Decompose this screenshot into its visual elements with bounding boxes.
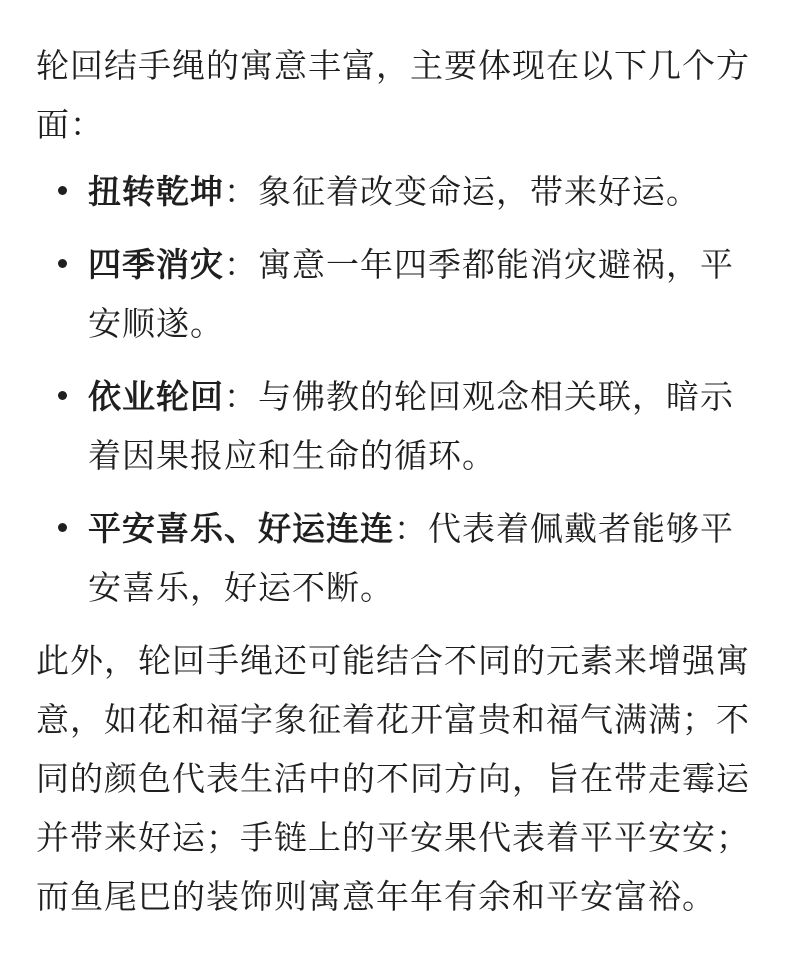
bullet-icon — [58, 523, 67, 532]
list-item-separator: ： — [224, 377, 258, 416]
list-item-term: 四季消灾 — [88, 245, 224, 284]
list-item-description: 与佛教的轮回观念相关联，暗示着因果报应和生命的循环。 — [88, 377, 734, 475]
list-item-separator: ： — [224, 172, 258, 211]
bullet-icon — [58, 391, 67, 400]
list-item-description: 代表着佩戴者能够平安喜乐，好运不断。 — [88, 509, 734, 607]
closing-paragraph: 此外，轮回手绳还可能结合不同的元素来增强寓意，如花和福字象征着花开富贵和福气满满；不同的颜色代表生活中的不同方向，旨在带走霉运并带来好运；手链上的平安果代表着平平安安；而鱼尾巴的装饰则寓意年年有余和平安富裕。 — [36, 641, 750, 916]
list-item-description: 寓意一年四季都能消灾避祸，平安顺遂。 — [88, 245, 734, 343]
list-item-separator: ： — [394, 509, 428, 548]
list-item-description: 象征着改变命运，带来好运。 — [258, 172, 700, 211]
list-item-term: 扭转乾坤 — [88, 172, 224, 211]
list-item-separator: ： — [224, 245, 258, 284]
list-item — [36, 162, 766, 221]
list-item-term: 依业轮回 — [88, 377, 224, 416]
intro-paragraph: 轮回结手绳的寓意丰富，主要体现在以下几个方面： — [36, 46, 750, 144]
list-item-term: 平安喜乐、好运连连 — [88, 509, 394, 548]
meaning-list — [36, 162, 766, 617]
list-item — [36, 367, 766, 485]
bullet-icon — [58, 186, 67, 195]
list-item — [36, 235, 766, 353]
list-item — [36, 499, 766, 617]
bullet-icon — [58, 259, 67, 268]
